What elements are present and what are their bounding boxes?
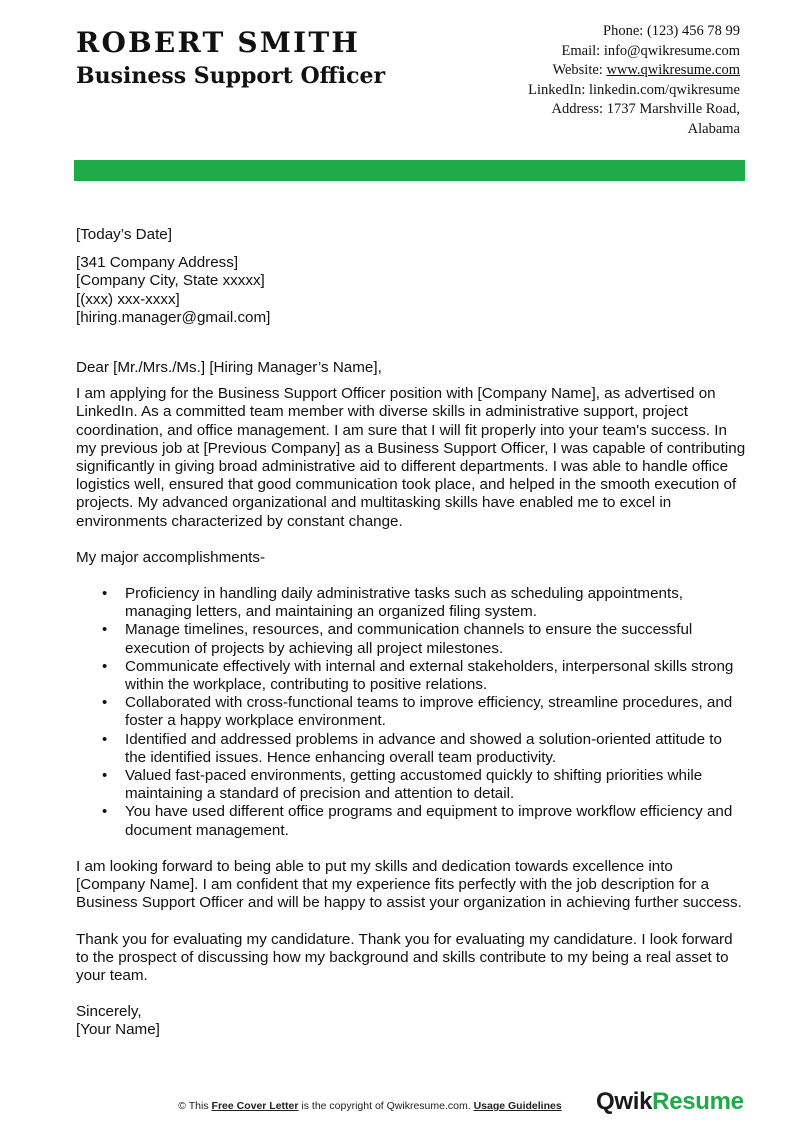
website-label: Website: <box>552 62 603 78</box>
phone-value: (123) 456 78 99 <box>646 23 740 39</box>
contact-linkedin <box>420 81 740 101</box>
contact-phone <box>420 22 740 42</box>
list-item: • Proficiency in handling daily administrative tasks such as scheduling appointments, managing letters, and maintaining an organized filing system. <box>102 585 684 621</box>
list-item: • Valued fast-paced environments, getting accustomed quickly to shifting priorities while maintaining a standard of precision and attention to detail. <box>102 767 703 803</box>
job-title: Business Support Officer <box>76 63 386 89</box>
thanks-paragraph: Thank you for evaluating my candidature. Thank you for evaluating my candidature. I look forward to the prospect of discussing how my background and skills contribute to my being a real asset to your team. <box>76 930 733 984</box>
phone-label: Phone: <box>603 23 644 39</box>
closing-paragraph: I am looking forward to being able to put my skills and dedication towards excellence into [Company Name]. I am confident that my experience fits perfectly with the job description for a Business Support Officer and will be happy to assist your organization in achieving further success. <box>76 857 742 912</box>
footer-middle: is the copyright of Qwikresume.com. <box>301 1100 471 1112</box>
logo-part-resume: Resume <box>652 1088 744 1115</box>
list-item-text: Collaborated with cross-functional teams to improve efficiency, streamline procedures, and foster a happy workplace environment. <box>125 694 733 730</box>
accomplishments-heading: My major accomplishments- <box>76 548 266 566</box>
contact-address-line2: Alabama <box>687 120 740 137</box>
recipient-line: [(xxx) xxx-xxxx] <box>76 290 180 308</box>
signature: [Your Name] <box>76 1021 160 1039</box>
address-line1: 1737 Marshville Road, <box>606 101 740 117</box>
letter-date: [Today’s Date] <box>76 226 172 243</box>
list-item: • You have used different office programs and equipment to improve workflow efficiency and document management. <box>102 803 733 839</box>
list-item-text: Identified and addressed problems in advance and showed a solution-oriented attitude to the identified issues. Hence enhancing overall team productivity. <box>125 730 722 766</box>
website-link[interactable]: www.qwikresume.com <box>606 62 740 78</box>
signoff: Sincerely, <box>76 1003 142 1021</box>
usage-guidelines-link[interactable]: Usage Guidelines <box>473 1100 562 1112</box>
recipient-line: [341 Company Address] <box>76 254 239 272</box>
contact-email <box>420 42 740 62</box>
qwikresume-logo[interactable] <box>596 1088 744 1116</box>
recipient-line: [Company City, State xxxxx] <box>76 272 265 290</box>
list-item-text: Proficiency in handling daily administrative tasks such as scheduling appointments, managing letters, and maintaining an organized filing system. <box>125 585 684 621</box>
salutation: Dear [Mr./Mrs./Ms.] [Hiring Manager’s Name], <box>76 359 382 377</box>
intro-paragraph: I am applying for the Business Support Officer position with [Company Name], as advertised on LinkedIn. As a committed team member with diverse skills in administrative support, project coordination, and office management. I am sure that I will fit properly into your team's success. In my previous job at [Previous Company] as a Business Support Officer, I was capable of contributing significantly in giving broad administrative aid to different departments. I was able to handle office logistics well, ensured that good communication took place, and helped in the smooth execution of projects. My advanced organizational and multitasking skills have enabled me to excel in environments characterized by constant change. <box>76 385 746 530</box>
linkedin-value[interactable]: linkedin.com/qwikresume <box>588 81 740 98</box>
list-item-text: Communicate effectively with internal and external stakeholders, interpersonal skills strong within the workplace, contributing to positive relations. <box>125 657 734 694</box>
accomplishments-list <box>76 585 746 840</box>
list-item: • Manage timelines, resources, and communication channels to ensure the successful execution of projects by achieving all project milestones. <box>102 621 693 657</box>
list-item: • Identified and addressed problems in advance and showed a solution-oriented attitude to the identified issues. Hence enhancing overall team productivity. <box>102 730 722 766</box>
logo-part-qwik: Qwik <box>596 1088 653 1115</box>
email-label: Email: <box>561 42 601 59</box>
contact-address <box>420 100 740 120</box>
header-divider-bar <box>74 160 745 181</box>
linkedin-label: LinkedIn: <box>528 81 586 98</box>
list-item-text: You have used different office programs and equipment to improve workflow efficiency and document management. <box>125 803 733 839</box>
footer-prefix: © This <box>178 1100 209 1112</box>
list-item: • Collaborated with cross-functional teams to improve efficiency, streamline procedures, and foster a happy workplace environment. <box>102 694 733 730</box>
recipient-line: [hiring.manager@gmail.com] <box>76 308 271 326</box>
applicant-name: ROBERT SMITH <box>76 26 361 59</box>
letter-body <box>76 226 746 1040</box>
list-item: • Communicate effectively with internal and external stakeholders, interpersonal skills strong within the workplace, contributing to positive relations. <box>102 657 734 694</box>
address-label: Address: <box>551 101 604 117</box>
list-item-text: Valued fast-paced environments, getting accustomed quickly to shifting priorities while maintaining a standard of precision and attention to detail. <box>125 767 703 803</box>
list-item-text: Manage timelines, resources, and communication channels to ensure the successful execution of projects by achieving all project milestones. <box>125 621 693 657</box>
email-value[interactable]: info@qwikresume.com <box>603 42 740 59</box>
free-cover-letter-link[interactable]: Free Cover Letter <box>211 1100 299 1112</box>
contact-block <box>420 22 740 139</box>
contact-website <box>420 61 740 81</box>
